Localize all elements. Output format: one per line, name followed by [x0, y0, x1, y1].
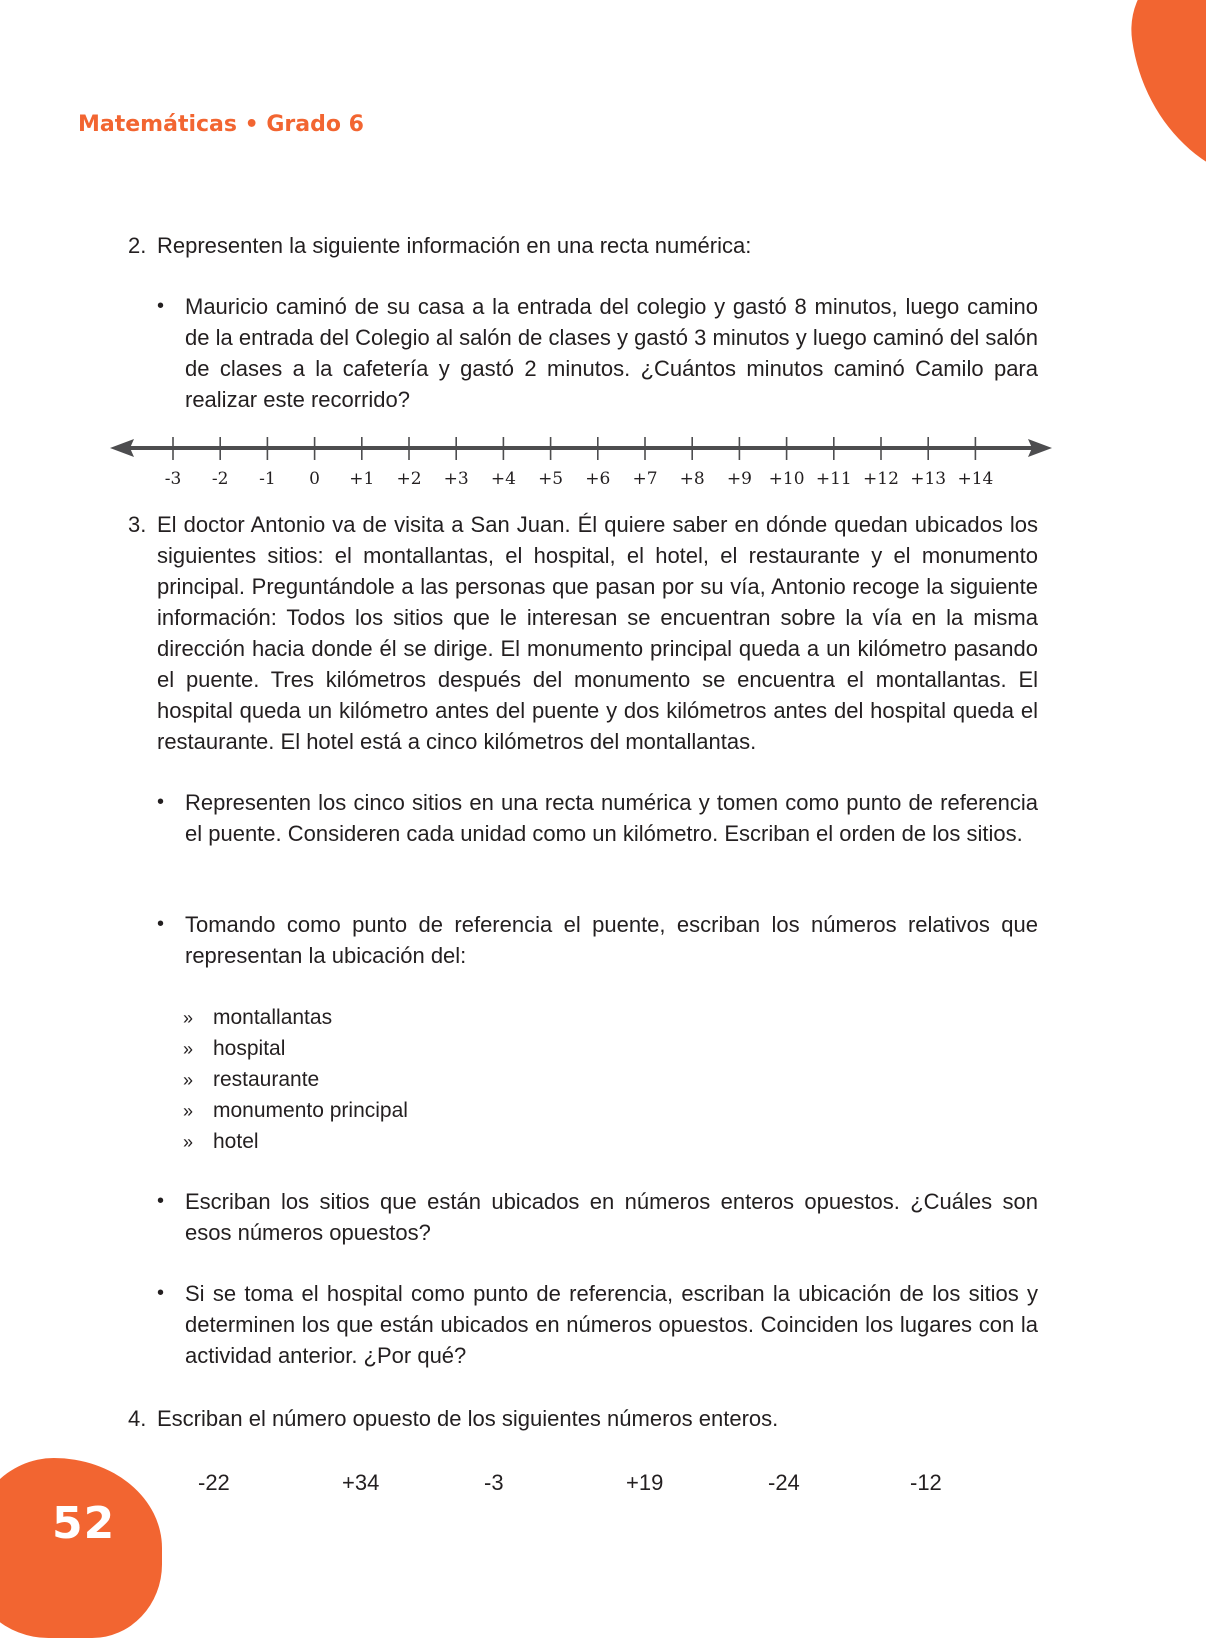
list-item-label: restaurante: [213, 1068, 320, 1091]
opposite-number-item: -22: [198, 1470, 230, 1495]
list-item: [183, 1095, 408, 1126]
number-line-tick-label: +6: [585, 469, 611, 489]
problem-3-bullet-2: Tomando como punto de referencia el puente, escriban los números relativos que representan la ubicación del:: [185, 912, 1038, 968]
number-line-tick-label: +11: [815, 469, 852, 489]
number-line-tick-label: +5: [538, 469, 564, 489]
bullet-mark: •: [157, 1282, 165, 1304]
bullet-mark: •: [157, 791, 165, 813]
problem-3-bullet-3: Escriban los sitios que están ubicados en números enteros opuestos. ¿Cuáles son esos números opuestos?: [185, 1189, 1038, 1245]
number-line-tick-label: +1: [349, 469, 375, 489]
list-item: [183, 1002, 408, 1033]
bullet-mark: •: [157, 913, 165, 935]
number-line-tick-label: +8: [679, 469, 705, 489]
number-line-tick-label: -1: [259, 469, 276, 489]
number-line-tick-label: -2: [211, 469, 229, 489]
number-line-tick-label: 0: [309, 469, 321, 489]
number-line-tick-label: +7: [632, 469, 658, 489]
number-line-tick-label: +13: [910, 469, 947, 489]
number-line-tick-label: +3: [443, 469, 469, 489]
problem-2-item: Mauricio caminó de su casa a la entrada del colegio y gastó 8 minutos, luego camino de la entrada del Colegio al salón de clases y gastó 3 minutos y luego caminó del salón de clases a la cafetería y gastó 2 minutos. ¿Cuántos minutos caminó Camilo para realizar este recorrido?: [185, 294, 1038, 412]
sub-bullet-mark: »: [183, 1101, 194, 1121]
problem-4-number: 4.: [128, 1406, 147, 1431]
problem-3-bullet-1: Representen los cinco sitios en una recta numérica y tomen como punto de referencia el puente. Consideren cada unidad como un kilómetro. Escriban el orden de los sitios.: [185, 790, 1038, 846]
number-line-tick-label: +2: [396, 469, 422, 489]
problem-2-number: 2.: [128, 233, 147, 258]
bullet-mark: •: [157, 295, 165, 317]
list-item-label: hotel: [213, 1130, 259, 1153]
problem-3-number: 3.: [128, 512, 147, 537]
number-line-tick-label: +10: [768, 469, 805, 489]
problem-4-statement: Escriban el número opuesto de los siguientes números enteros.: [157, 1406, 779, 1431]
opposite-number-item: +34: [342, 1470, 380, 1495]
number-line-tick-label: +12: [863, 469, 899, 489]
list-item-label: montallantas: [213, 1006, 333, 1029]
number-line-tick-label: +9: [726, 469, 752, 489]
sub-bullet-mark: »: [183, 1008, 194, 1028]
corner-decoration-top: [1123, 0, 1206, 203]
number-line-tick-label: +14: [957, 469, 994, 489]
list-item-label: monumento principal: [213, 1099, 408, 1122]
page-header-title: Matemáticas • Grado 6: [78, 112, 364, 137]
page-number: 52: [52, 1498, 116, 1549]
sub-bullet-mark: »: [183, 1070, 194, 1090]
problem-3-bullet-4: Si se toma el hospital como punto de referencia, escriban la ubicación de los sitios y determinen los que están ubicados en números opuestos. Coinciden los lugares con la actividad anterior. ¿Por qué?: [185, 1281, 1038, 1368]
problem-2-statement: Representen la siguiente información en una recta numérica:: [157, 233, 752, 258]
number-line-tick-label: +4: [490, 469, 516, 489]
opposite-number-item: -24: [768, 1470, 800, 1495]
problem-3-statement: El doctor Antonio va de visita a San Juan. Él quiere saber en dónde quedan ubicados los siguientes sitios: el montallantas, el hospital, el hotel, el restaurante y el monumento principal. Preguntándole a las personas que pasan por su vía, Antonio recoge la siguiente información: Todos los sitios que le interesan se encuentran sobre la vía en la misma dirección hacia donde él se dirige. El monumento principal queda a un kilómetro pasando el puente. Tres kilómetros después del monumento se encuentra el montallantas. El hospital queda un kilómetro antes del puente y dos kilómetros antes del hospital queda el restaurante. El hotel está a cinco kilómetros del montallantas.: [157, 512, 1038, 754]
number-line-tick-label: -3: [164, 469, 182, 489]
sub-bullet-mark: »: [183, 1039, 194, 1059]
list-item: [183, 1064, 408, 1095]
list-item: [183, 1126, 408, 1157]
number-line: [110, 432, 1058, 492]
opposite-number-item: +19: [626, 1470, 664, 1495]
bullet-mark: •: [157, 1190, 165, 1212]
opposite-number-item: -12: [910, 1470, 942, 1495]
sub-bullet-mark: »: [183, 1132, 194, 1152]
opposite-number-item: -3: [484, 1470, 504, 1495]
list-item: [183, 1033, 408, 1064]
sites-list: [183, 1002, 408, 1157]
list-item-label: hospital: [213, 1037, 286, 1060]
